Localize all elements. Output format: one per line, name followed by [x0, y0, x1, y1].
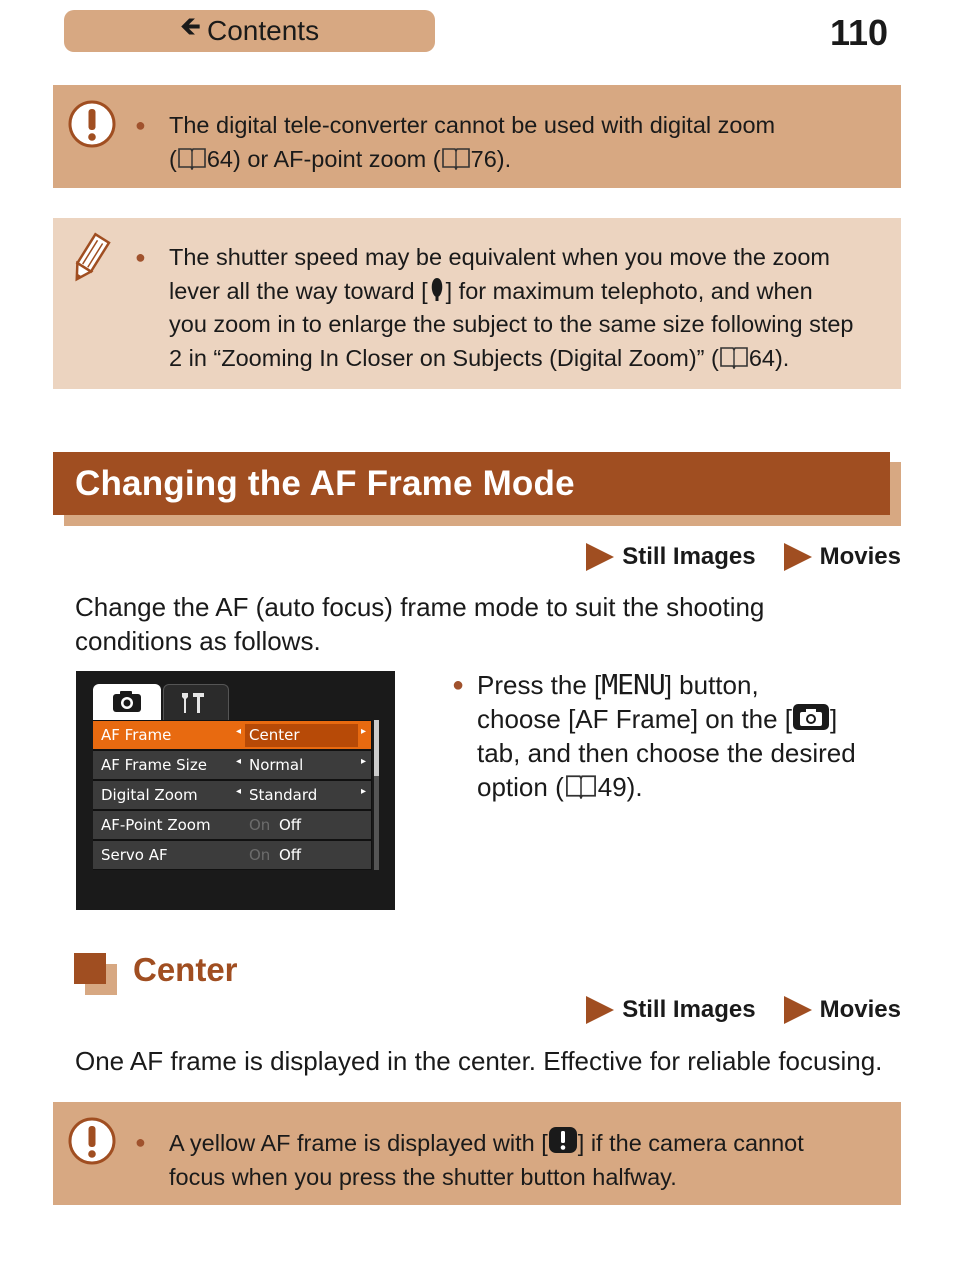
caution-line: ( 64) or AF-point zoom ( 76). [169, 145, 512, 172]
intro-paragraph: Change the AF (auto focus) frame mode to suit the shooting conditions as follows. [75, 592, 765, 656]
camera-tab-icon [792, 703, 830, 731]
menu-item-servo-af[interactable]: Servo AF On Off [93, 841, 371, 869]
memo-line: 2 in “Zooming In Closer on Subjects (Digital Zoom)” ( 64). [169, 344, 790, 371]
book-icon [441, 146, 471, 170]
camera-menu-screenshot [76, 671, 395, 910]
left-arrow-icon: ◂ [236, 756, 242, 767]
bullet-icon: ● [135, 115, 146, 135]
right-arrow-icon: ▸ [361, 726, 367, 737]
bullet-icon: ● [135, 1132, 146, 1152]
page-link[interactable]: 64) or AF-point zoom ( [206, 145, 441, 172]
menu-item-digital-zoom[interactable]: Digital Zoom ◂ Standard ▸ [93, 781, 371, 809]
section-header [53, 452, 890, 515]
menu-scrollbar[interactable] [374, 720, 379, 870]
right-arrow-icon: ▸ [361, 756, 367, 767]
book-icon [564, 773, 598, 799]
menu-button-glyph: MENU [601, 668, 665, 701]
shooting-modes [586, 543, 901, 571]
step-instructions: ● Press the [MENU] button, choose [AF Frame] on the [ ] tab, and then choose the desired option ( 49). [452, 668, 856, 802]
back-arrow-icon: 🡸 [179, 11, 202, 41]
section-title: Changing the AF Frame Mode [75, 464, 575, 503]
memo-box [53, 218, 901, 389]
tab-shooting[interactable] [93, 684, 161, 720]
left-arrow-icon: ◂ [236, 786, 242, 797]
mode-movies: Movies [819, 996, 901, 1023]
play-triangle-icon [784, 996, 812, 1024]
caution-line: The digital tele-converter cannot be used with digital zoom [169, 112, 776, 138]
page-number: 110 [830, 12, 889, 53]
subsection-title: Center [133, 951, 238, 988]
telephoto-icon [428, 276, 446, 302]
caution-box [53, 1102, 901, 1205]
pencil-icon [65, 230, 115, 286]
caution-text [135, 109, 885, 176]
tools-icon [164, 685, 230, 721]
menu-item-af-frame[interactable]: AF Frame ◂ Center ▸ [93, 721, 371, 749]
right-arrow-icon: ▸ [361, 786, 367, 797]
memo-text [135, 241, 885, 375]
caution-icon [67, 99, 117, 149]
tab-setup[interactable] [163, 684, 229, 720]
mode-still-images: Still Images [622, 996, 756, 1023]
memo-line: you zoom in to enlarge the subject to the same size following step [169, 311, 854, 337]
shooting-modes [586, 996, 901, 1024]
contents-label: Contents [207, 15, 320, 46]
memo-line: The shutter speed may be equivalent when you move the zoom [169, 244, 830, 270]
page-link[interactable]: 64). [748, 344, 790, 371]
subsection-marker [74, 953, 106, 984]
bullet-icon: ● [135, 247, 146, 267]
menu-item-af-frame-size[interactable]: AF Frame Size ◂ Normal ▸ [93, 751, 371, 779]
page-link[interactable]: 76). [470, 145, 512, 172]
bullet-icon: ● [452, 674, 465, 696]
book-icon [177, 146, 207, 170]
play-triangle-icon [586, 543, 614, 571]
contents-button[interactable] [64, 10, 435, 52]
center-description: One AF frame is displayed in the center. Effective for reliable focusing. [75, 1046, 883, 1076]
page-link[interactable]: 49). [597, 772, 643, 802]
camera-icon [93, 684, 161, 720]
left-arrow-icon: ◂ [236, 726, 242, 737]
mode-still-images: Still Images [622, 543, 756, 570]
play-triangle-icon [784, 543, 812, 571]
memo-line: lever all the way toward [ ] for maximum telephoto, and when [169, 277, 813, 304]
play-triangle-icon [586, 996, 614, 1024]
caution-box [53, 85, 901, 188]
caution-icon [67, 1116, 117, 1166]
menu-item-af-point-zoom[interactable]: AF-Point Zoom On Off [93, 811, 371, 839]
caution-text: ● A yellow AF frame is displayed with [ ] if the camera cannot focus when you press the shutter button halfway. [169, 1126, 885, 1194]
book-icon [719, 345, 749, 369]
menu-list [93, 720, 372, 870]
af-warning-icon [548, 1126, 578, 1154]
mode-movies: Movies [819, 543, 901, 570]
